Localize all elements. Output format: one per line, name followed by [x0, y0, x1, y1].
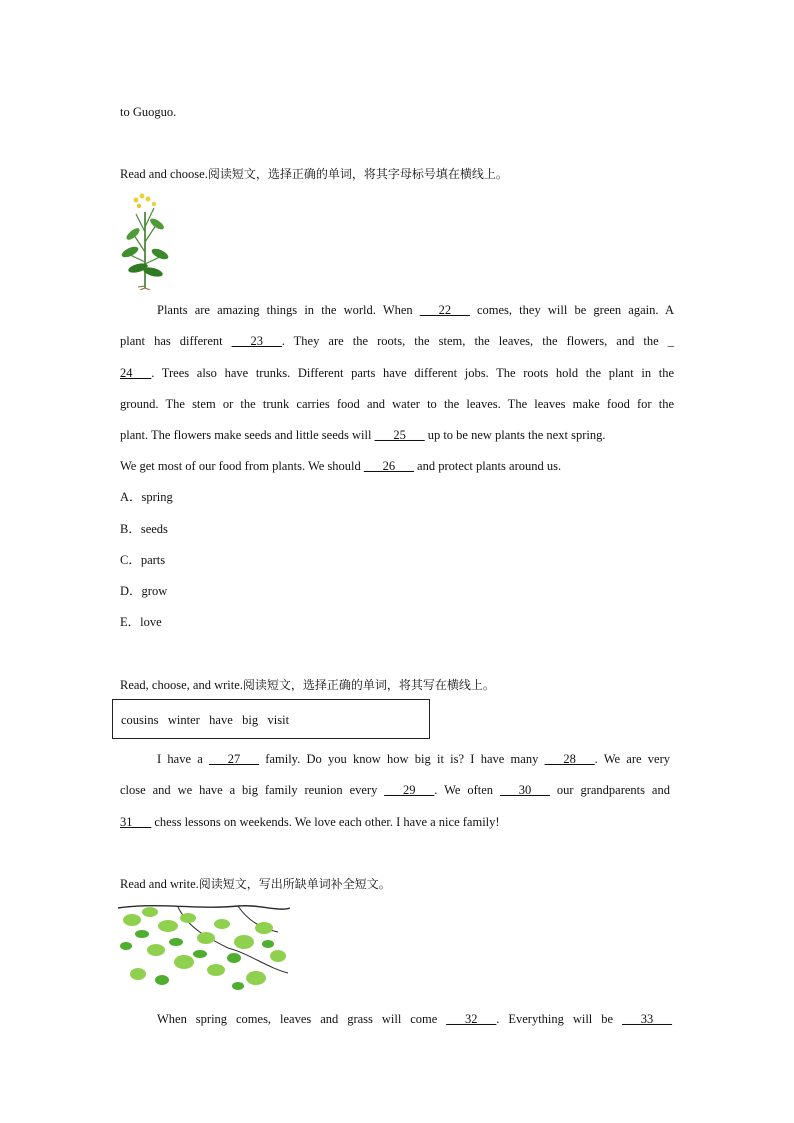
- section2-instruction: [120, 677, 495, 693]
- option-e[interactable]: E．love: [120, 615, 162, 629]
- blank-23[interactable]: ___23___: [231, 334, 282, 348]
- section1-instruction: [120, 166, 508, 182]
- instruction-cn: 阅读短文，选择正确的单词，将其写在横线上。: [242, 678, 495, 692]
- top-fragment: to Guoguo.: [120, 105, 177, 119]
- s2-line-1: I have a ___27___ family. Do you know how big it is? I have many ___28___. We are very: [157, 752, 671, 766]
- blank-26[interactable]: ___26___: [363, 459, 414, 473]
- blank-24[interactable]: 24___: [120, 366, 152, 380]
- instruction-en: Read and write.: [120, 877, 199, 891]
- blank-28[interactable]: ___28___: [544, 752, 595, 766]
- s1-line-5: plant. The flowers make seeds and little seeds will ___25___ up to be new plants the next spring.: [120, 428, 606, 442]
- s1-line-2: plant has different ___23___. They are the roots, the stem, the leaves, the flowers, and the _: [120, 334, 674, 348]
- s2-line-2: close and we have a big family reunion every ___29___. We often ___30___ our grandparents and: [120, 783, 670, 797]
- s3-line-1: When spring comes, leaves and grass will come ___32___. Everything will be ___33___: [157, 1012, 672, 1026]
- s1-line-3: 24___. Trees also have trunks. Different parts have different jobs. The roots hold the plant in the: [120, 366, 674, 380]
- instruction-cn: 阅读短文，写出所缺单词补全短文。: [198, 877, 391, 891]
- plant-image: [118, 192, 172, 290]
- s2-line-3: 31___ chess lessons on weekends. We love each other. I have a nice family!: [120, 815, 500, 829]
- leaves-image: [118, 898, 290, 994]
- s1-line-4: ground. The stem or the trunk carries food and water to the leaves. The leaves make food for the: [120, 397, 674, 411]
- instruction-en: Read and choose.: [120, 167, 208, 181]
- blank-30[interactable]: ___30___: [499, 783, 550, 797]
- blank-22[interactable]: ___22___: [419, 303, 470, 317]
- s1-line-1: Plants are amazing things in the world. When ___22___ comes, they will be green again. A: [157, 303, 674, 317]
- option-d[interactable]: D．grow: [120, 584, 168, 598]
- blank-33[interactable]: ___33___: [622, 1012, 672, 1026]
- word-box: [112, 699, 430, 739]
- blank-32[interactable]: ___32___: [446, 1012, 497, 1026]
- blank-25[interactable]: ___25___: [374, 428, 425, 442]
- option-c[interactable]: C．parts: [120, 553, 166, 567]
- option-b[interactable]: B．seeds: [120, 522, 168, 536]
- word-box-words: cousins winter have big visit: [121, 713, 290, 727]
- s1-line-6: We get most of our food from plants. We should ___26___ and protect plants around us.: [120, 459, 562, 473]
- blank-29[interactable]: ___29___: [384, 783, 435, 797]
- blank-27[interactable]: ___27___: [209, 752, 260, 766]
- blank-31[interactable]: 31___: [120, 815, 152, 829]
- section3-instruction: [120, 876, 391, 892]
- instruction-cn: 阅读短文，选择正确的单词，将其字母标号填在横线上。: [207, 167, 508, 181]
- option-a[interactable]: A．spring: [120, 490, 173, 504]
- instruction-en: Read, choose, and write.: [120, 678, 243, 692]
